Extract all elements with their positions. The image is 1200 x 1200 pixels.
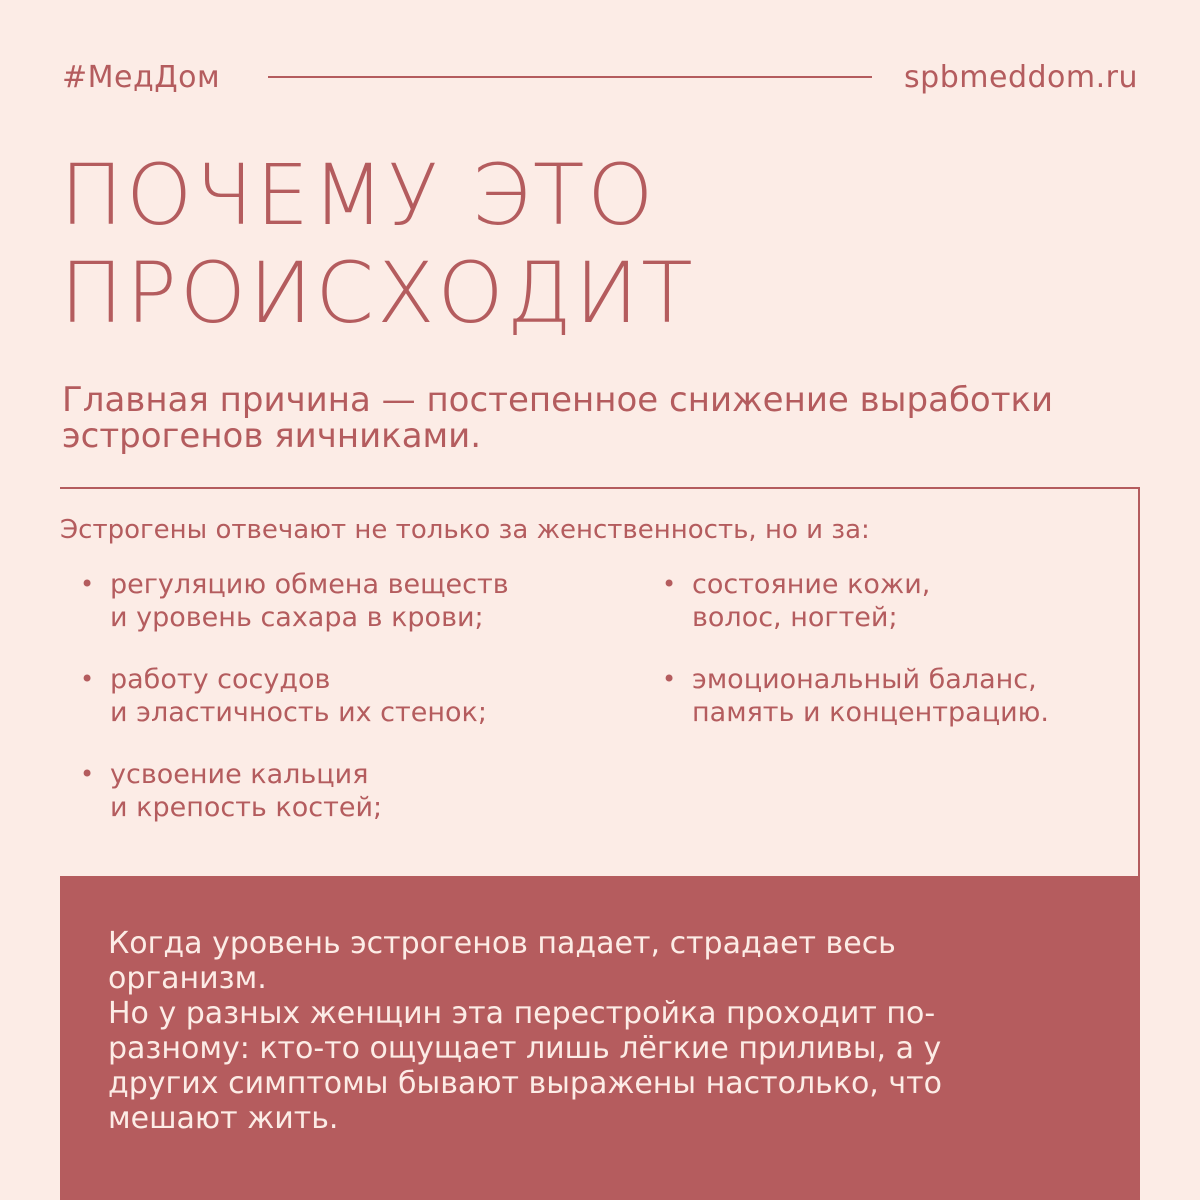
bullet-list-right xyxy=(662,568,1132,758)
subtitle: Главная причина — постепенное снижение выработки эстрогенов яичниками. xyxy=(62,380,1054,456)
highlight-text: Когда уровень эстрогенов падает, страдает весь организм. Но у разных женщин эта перестройка проходит по-разному: кто-то ощущает лишь лёгкие приливы, а у других симптомы бывают выражены настолько, что мешают жить. xyxy=(108,926,942,1136)
header-divider xyxy=(268,76,872,78)
bullet-list-left xyxy=(80,568,600,853)
list-item: • усвоение кальция и крепость костей; xyxy=(80,759,383,823)
hashtag-label: #МедДом xyxy=(62,60,221,95)
list-item: • эмоциональный баланс, память и концентрацию. xyxy=(662,664,1049,728)
bullet-icon: • xyxy=(80,665,95,693)
page-title xyxy=(60,146,696,342)
bullet-icon: • xyxy=(662,570,677,598)
intro-text: Эстрогены отвечают не только за женственность, но и за: xyxy=(60,515,870,545)
bullet-icon: • xyxy=(80,760,95,788)
list-item: • регуляцию обмена веществ и уровень сахара в крови; xyxy=(80,569,509,633)
title-line-2: ПРОИСХОДИТ xyxy=(60,244,696,342)
list-item: • работу сосудов и эластичность их стенок; xyxy=(80,664,487,728)
site-url: spbmeddom.ru xyxy=(904,60,1138,95)
bullet-icon: • xyxy=(662,665,677,693)
bullet-icon: • xyxy=(80,570,95,598)
title-line-1: ПОЧЕМУ ЭТО xyxy=(60,146,657,244)
list-item: • состояние кожи, волос, ногтей; xyxy=(662,569,931,633)
